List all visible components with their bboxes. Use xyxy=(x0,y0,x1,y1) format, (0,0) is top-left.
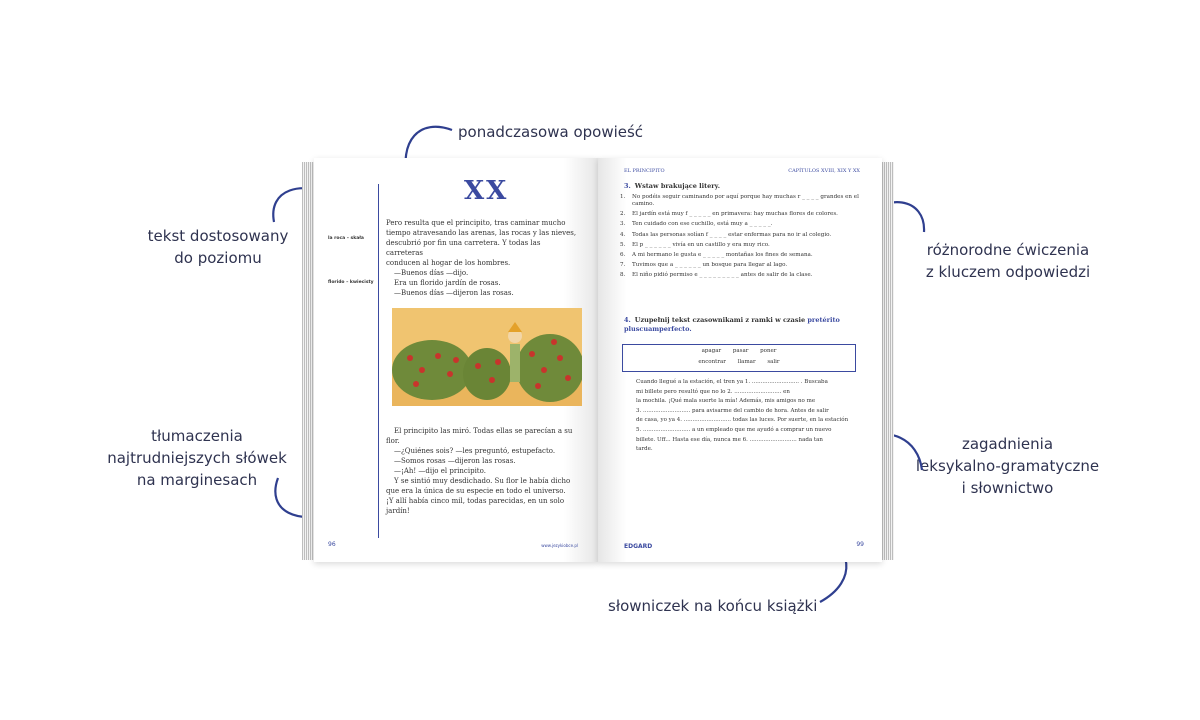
verb-box: apagar pasar poner encontrar llamar salir xyxy=(622,344,856,372)
exercise-3-title: 3. Wstaw brakujące litery. xyxy=(624,182,720,190)
glossary-entry: la roca – skała xyxy=(328,236,364,241)
story-text-top: Pero resulta que el principito, tras caminar mucho tiempo atravesando las arenas, las rocas y las nieves, descubrió por fin una carretera. Y todas las carreteras conducen al hogar de los hombres. —Buenos días —dijo. Era un florido jardín de rosas. —Buenos días —dijeron las rosas. xyxy=(386,219,577,297)
callout-grammar-vocabulary: zagadnienia leksykalno-gramatyczne i słownictwo xyxy=(915,435,1100,497)
running-header-left: EL PRINCIPITO xyxy=(624,168,665,174)
callout-margin-translations: tłumaczenia najtrudniejszych słówek na marginesach xyxy=(107,427,287,489)
exercise-item: 3. Ten cuidado con ese cuchillo, está muy a _ _ _ _ _. xyxy=(620,221,773,228)
left-page xyxy=(314,158,598,562)
glossary-entry: florido – kwiecisty xyxy=(328,280,374,285)
publisher-logo: EDGARD xyxy=(624,543,653,550)
callout-exercises-with-key: różnorodne ćwiczenia z kluczem odpowiedzi xyxy=(925,241,1091,281)
exercise-item: 1. No podéis seguir caminando por aquí porque hay muchas r _ _ _ _ grandes en el camino. xyxy=(620,194,859,207)
exercise-item: 4. Todas las personas solían f _ _ _ _ estar enfermas para no ir al colegio. xyxy=(620,231,832,238)
callout-glossary: słowniczek na końcu książki xyxy=(608,597,818,615)
page-edges-right xyxy=(880,162,894,560)
callout-timeless-story: ponadczasowa opowieść xyxy=(458,123,644,141)
cloze-text: Cuando llegué a la estación, el tren ya 1. ........................... . Buscaba mi billete pero resultó que no lo 2. ........................... en la mochila. ¡Qué mala suerte la mía! Además, mis amigos no me 3. ........................... para avisarme del cambio de hora. Antes de salir de casa, yo ya 4. ........................... todas las luces. Por suerte, en la estación 5. ........................... a un empleado que me ayudó a comprar un nuevo billete. Uff... Hasta ese día, nunca me 6. ........................... nada tan tarde. xyxy=(636,379,849,453)
exercise-item: 2. El jardín está muy f _ _ _ _ _ en primavera: hay muchas flores de colores. xyxy=(620,211,838,218)
open-book xyxy=(302,158,896,568)
margin-rule xyxy=(378,184,379,538)
exercise-item: 8. El niño pidió permiso e _ _ _ _ _ _ _ _ _ antes de salir de la clase. xyxy=(620,272,813,279)
page-number-left: 96 xyxy=(328,541,336,548)
exercise-3-items xyxy=(620,194,860,283)
page-number-right: 99 xyxy=(856,541,864,548)
rose-garden-illustration xyxy=(392,308,582,406)
right-page xyxy=(598,158,882,562)
chapter-number: XX xyxy=(464,176,509,206)
publisher-url: www.jezykiobce.pl xyxy=(541,543,578,548)
story-text-bottom: El principito las miró. Todas ellas se parecían a su flor. —¿Quiénes sois? —les preguntó, estupefacto. —Somos rosas —dijeron las rosas. —¡Ah! —dijo el principito. Y se sintió muy desdichado. Su flor le había dicho que era la única de su especie en todo el universo. ¡Y allí había cinco mil, todas parecidas, en un solo jardín! xyxy=(386,427,573,515)
exercise-item: 7. Tuvimos que a _ _ _ _ _ _ un bosque para llegar al lago. xyxy=(620,262,788,269)
exercise-item: 6. A mi hermano le gusta e _ _ _ _ _ montañas los fines de semana. xyxy=(620,251,813,258)
exercise-4-title: 4. Uzupełnij tekst czasownikami z ramki w czasie pretérito pluscuamperfecto. xyxy=(624,316,840,333)
exercise-item: 5. El p _ _ _ _ _ _ vivía en un castillo y era muy rico. xyxy=(620,241,770,248)
callout-level-adapted-text: tekst dostosowany do poziomu xyxy=(147,227,289,267)
running-header-right: CAPÍTULOS XVIII, XIX Y XX xyxy=(788,168,860,174)
